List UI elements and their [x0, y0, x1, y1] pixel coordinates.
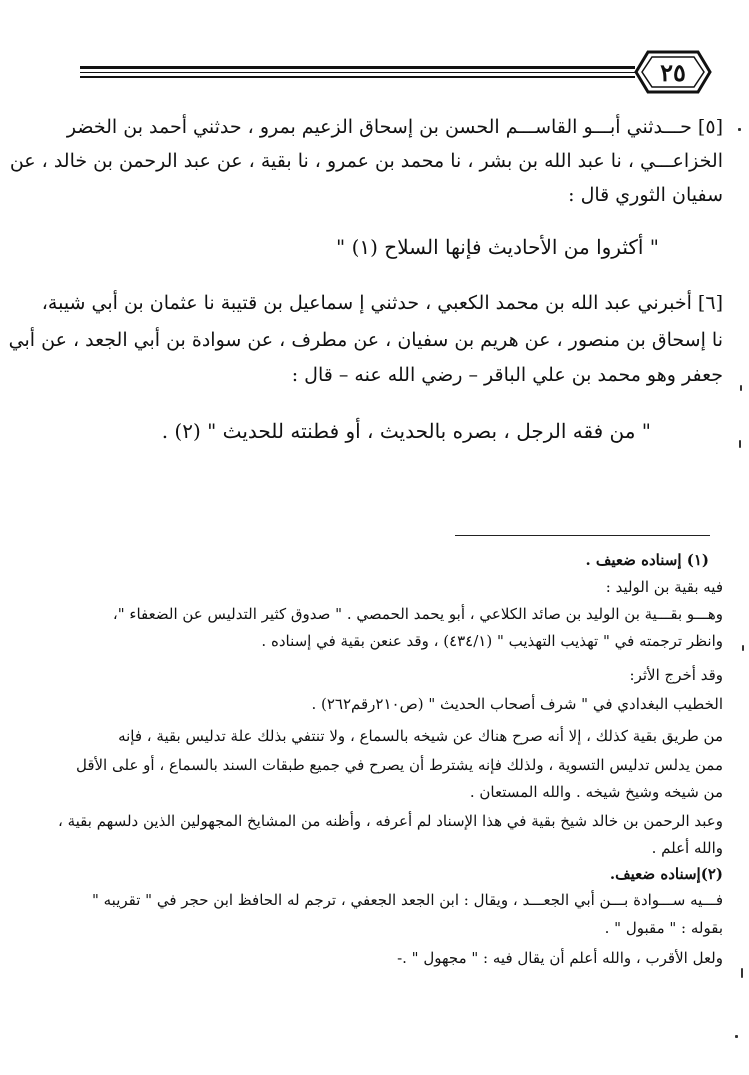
footnote-line: وعبد الرحمن بن خالد شيخ بقية في هذا الإسناد لم أعرفه ، وأظنه من المشايخ المجهولين الذين دلسهم بقية ،	[57, 812, 723, 830]
footnote-line: من شيخه وشيخ شيخه . والله المستعان .	[469, 783, 723, 801]
body-line: جعفر وهو محمد بن علي الباقر – رضي الله عنه – قال :	[291, 364, 723, 386]
footnote-line: فيه بقية بن الوليد :	[605, 578, 723, 596]
scan-speck	[739, 440, 741, 448]
scan-speck	[735, 1035, 738, 1038]
body-line: [٦] أخبرني عبد الله بن محمد الكعبي ، حدثني إ سماعيل بن قتيبة نا عثمان بن أبي شيبة،	[41, 292, 723, 314]
scan-speck	[738, 128, 741, 131]
footnote-line: والله أعلم .	[651, 839, 723, 857]
footnote-line: وانظر ترجمته في " تهذيب التهذيب " (٤٣٤/١) ، وقد عنعن بقية في إسناده .	[261, 632, 723, 650]
scan-speck	[740, 385, 742, 391]
footnote-line: من طريق بقية كذلك ، إلا أنه صرح هناك عن شيخه بالسماع ، ولا تنتفي بذلك علة تدليس بقية ، فإنه	[118, 727, 723, 745]
footnote-line: ولعل الأقرب ، والله أعلم أن يقال فيه : " مجهول " .-	[397, 949, 723, 967]
footnote-line: فـــيه ســـوادة بـــن أبي الجعـــد ، ويقال : ابن الجعد الجعفي ، ترجم له الحافظ ابن حجر في " تقريبه "	[91, 891, 723, 909]
header-rule	[80, 76, 635, 78]
footnote-line: وهـــو بقـــية بن الوليد بن صائد الكلاعي ، أبو يحمد الحمصي . " صدوق كثير التدليس عن الضعفاء "،	[112, 605, 723, 623]
footnote-line: الخطيب البغدادي في " شرف أصحاب الحديث " (ص٢١٠رقم٢٦٢) .	[311, 695, 723, 713]
footnote-line: بقوله : " مقبول " .	[604, 919, 723, 937]
body-line: الخزاعـــي ، نا عبد الله بن بشر ، نا محمد بن عمرو ، نا بقية ، عن عبد الرحمن بن خالد ، عن	[9, 150, 723, 172]
body-line: [٥] حـــدثني أبـــو القاســـم الحسن بن إسحاق الزعيم بمرو ، حدثني أحمد بن الخضر	[66, 116, 723, 138]
scan-speck	[742, 645, 744, 651]
body-line: سفيان الثوري قال :	[568, 184, 723, 206]
footnote-line: ممن يدلس تدليس التسوية ، ولذلك فإنه يشترط أن يصرح في جميع طبقات السند بالسماع ، أو على الأقل	[75, 756, 723, 774]
footnote-heading: (٢)إسناده ضعيف.	[609, 865, 723, 883]
footnote-line: وقد أخرج الأثر:	[629, 666, 723, 684]
page-number: ٢٥	[660, 58, 686, 87]
quoted-narration: " أكثروا من الأحاديث فإنها السلاح (١) "	[336, 235, 659, 259]
scan-speck	[741, 968, 743, 978]
footnote-separator	[455, 535, 710, 536]
footnote-heading: (١) إسناده ضعيف .	[585, 551, 709, 569]
header-rule	[80, 66, 635, 69]
body-line: نا إسحاق بن منصور ، عن هريم بن سفيان ، عن مطرف ، عن سوادة بن أبي الجعد ، عن أبي	[8, 329, 723, 351]
quoted-narration: " من فقه الرجل ، بصره بالحديث ، أو فطنته للحديث " (٢) .	[161, 419, 651, 443]
header-rule	[80, 72, 635, 73]
